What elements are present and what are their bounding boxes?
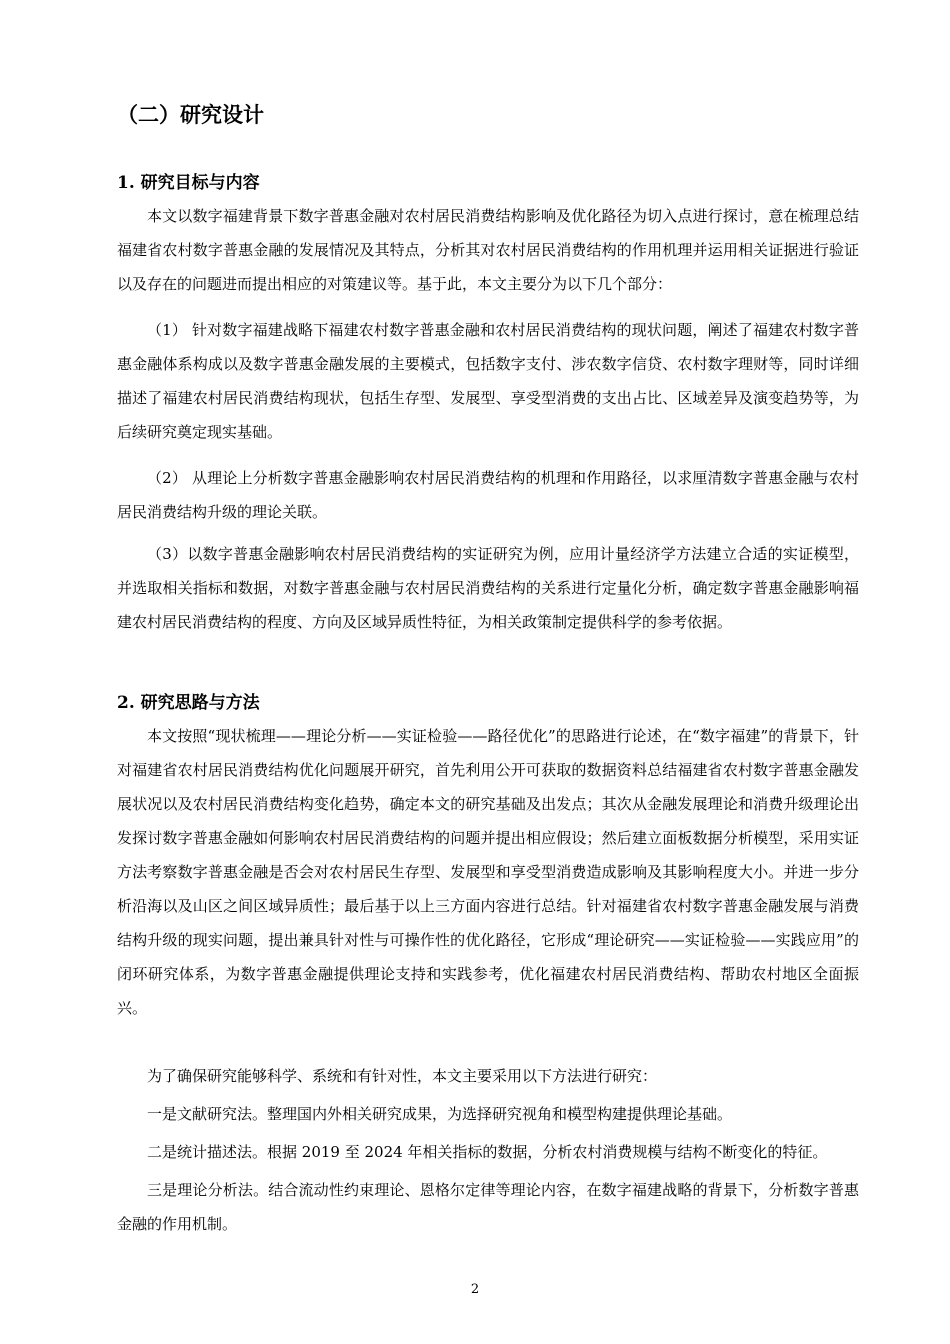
page-number: 2 (470, 1282, 480, 1297)
paragraph-part-3: （3）以数字普惠金融影响农村居民消费结构的实证研究为例，应用计量经济学方法建立合适的实证模型，并选取相关指标和数据，对数字普惠金融与农村居民消费结构的关系进行定量化分析，确定数字普惠金融影响福建农村居民消费结构的程度、方向及区域异质性特征，为相关政策制定提供科学的参考依据。 (117, 545, 859, 631)
paragraph-research-approach: 本文按照“现状梳理——理论分析——实证检验——路径优化”的思路进行论述，在“数字福建”的背景下，针对福建省农村居民消费结构优化问题展开研究，首先利用公开可获取的数据资料总结福建省农村数字普惠金融发展状况以及农村居民消费结构变化趋势，确定本文的研究基础及出发点；其次从金融发展理论和消费升级理论出发探讨数字普惠金融如何影响农村居民消费结构的问题并提出相应假设；然后建立面板数据分析模型，采用实证方法考察数字普惠金融是否会对农村居民生存型、发展型和享受型消费造成影响及其影响程度大小。并进一步分析沿海以及山区之间区域异质性；最后基于以上三方面内容进行总结。针对福建省农村数字普惠金融发展与消费结构升级的现实问题，提出兼具针对性与可操作性的优化路径，它形成“理论研究——实证检验——实践应用”的闭环研究体系，为数字普惠金融提供理论支持和实践参考，优化福建农村居民消费结构、帮助农村地区全面振兴。 (117, 727, 859, 1017)
section-heading: （二）研究设计 (117, 102, 264, 127)
paragraph-methods-intro: 为了确保研究能够科学、系统和有针对性，本文主要采用以下方法进行研究： (147, 1067, 658, 1085)
paragraph-part-1: （1） 针对数字福建战略下福建农村数字普惠金融和农村居民消费结构的现状问题，阐述了福建农村数字普惠金融体系构成以及数字普惠金融发展的主要模式，包括数字支付、涉农数字信贷、农村数字理财等，同时详细描述了福建农村居民消费结构现状，包括生存型、发展型、享受型消费的支出占比、区域差异及演变趋势等，为后续研究奠定现实基础。 (117, 321, 859, 441)
paragraph-method-statistics: 二是统计描述法。根据 2019 至 2024 年相关指标的数据，分析农村消费规模与结构不断变化的特征。 (147, 1143, 828, 1161)
paragraph-part-2: （2） 从理论上分析数字普惠金融影响农村居民消费结构的机理和作用路径，以求厘清数字普惠金融与农村居民消费结构升级的理论关联。 (117, 469, 859, 521)
paragraph-method-literature: 一是文献研究法。整理国内外相关研究成果，为选择研究视角和模型构建提供理论基础。 (147, 1105, 733, 1123)
paragraph-intro: 本文以数字福建背景下数字普惠金融对农村居民消费结构影响及优化路径为切入点进行探讨，意在梳理总结福建省农村数字普惠金融的发展情况及其特点，分析其对农村居民消费结构的作用机理并运用相关证据进行验证以及存在的问题进而提出相应的对策建议等。基于此，本文主要分为以下几个部分： (117, 207, 859, 293)
subsection-heading-methods: 2. 研究思路与方法 (117, 693, 260, 713)
paragraph-method-theory: 三是理论分析法。结合流动性约束理论、恩格尔定律等理论内容，在数字福建战略的背景下，分析数字普惠金融的作用机制。 (117, 1181, 859, 1233)
subsection-heading-goals: 1. 研究目标与内容 (117, 173, 260, 193)
